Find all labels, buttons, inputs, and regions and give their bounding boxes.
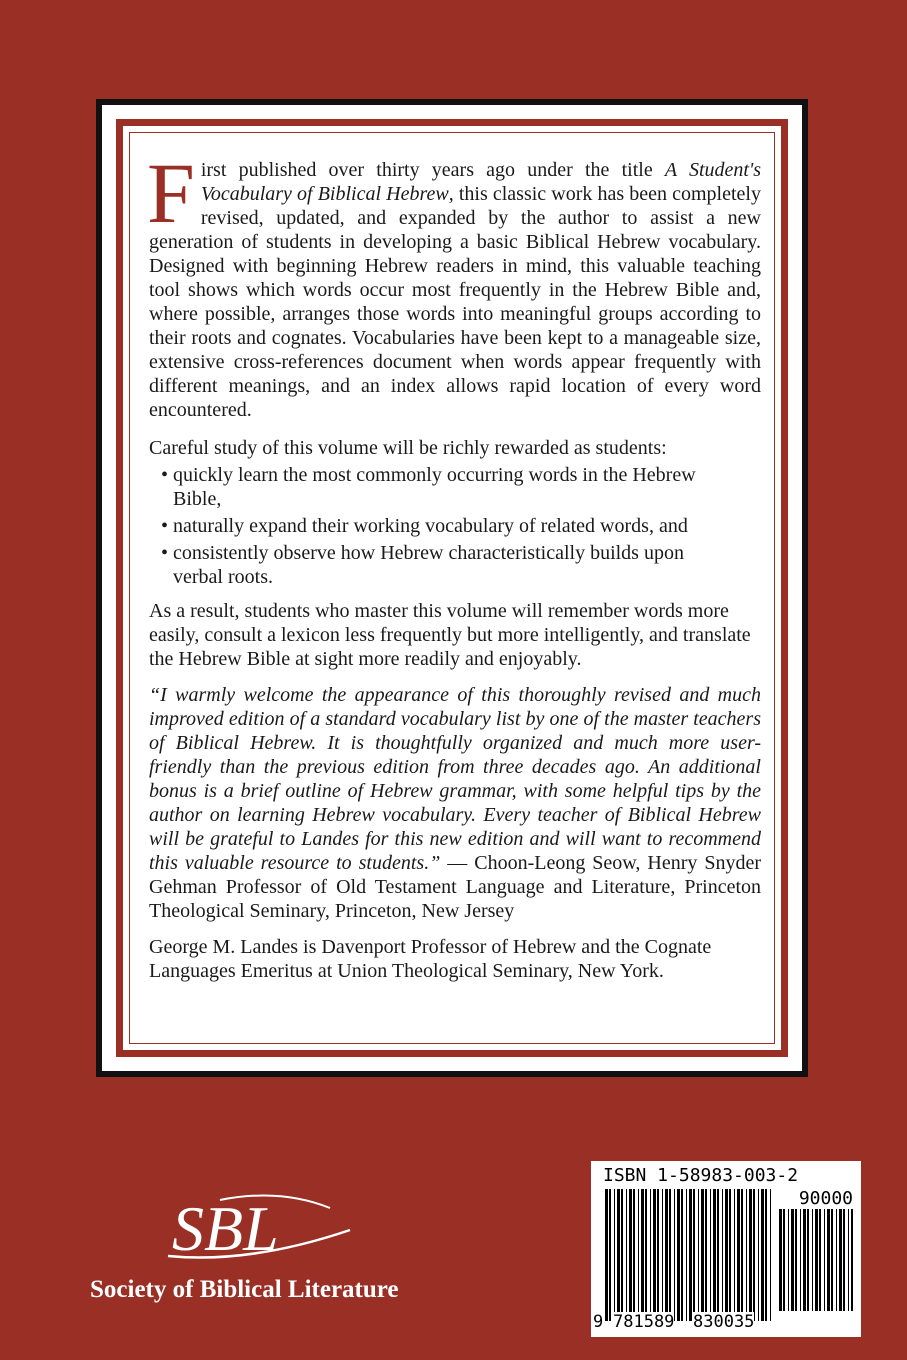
isbn-barcode (591, 1161, 861, 1337)
isbn-label: ISBN 1-58983-003-2 (603, 1165, 799, 1186)
intro-paragraph (147, 145, 762, 422)
bullet-icon: • (161, 542, 169, 564)
endorsement-quote (149, 683, 761, 923)
original-title: A Student's Vocabulary of Biblical Hebrew (200, 159, 762, 205)
list-item: • consistently observe how Hebrew characteristically builds upon verbal roots. (161, 542, 684, 588)
bullet-icon: • (161, 515, 169, 537)
sbl-logo-letters: SBL (172, 1193, 279, 1264)
intro-text-a: irst published over thirty years ago under the title (200, 159, 665, 181)
barcode-first-digit: 9 (593, 1312, 604, 1332)
barcode-right-digits: 830035 (693, 1312, 755, 1332)
list-item: • quickly learn the most commonly occurring words in the Hebrew Bible, (161, 464, 696, 510)
barcode-left-digits: 781589 (613, 1312, 675, 1332)
blurb-text (147, 145, 762, 983)
list-item: • naturally expand their working vocabulary of related words, and (161, 515, 688, 537)
author-bio: George M. Landes is Davenport Professor of Hebrew and the Cognate Languages Emeritus at Union Theological Seminary, New York. (149, 936, 712, 982)
bullet-icon: • (161, 464, 169, 486)
barcode-bars-icon (591, 1161, 861, 1337)
study-lead: Careful study of this volume will be richly rewarded as students: (149, 437, 667, 459)
result-paragraph: As a result, students who master this volume will remember words more easily, consult a lexicon less frequently but more intelligently, and translate the Hebrew Bible at sight more readily and enjoyably. (149, 600, 751, 670)
benefits-list (149, 463, 761, 589)
quote-text: “I warmly welcome the appearance of this thoroughly revised and much improved edition of a standard vocabulary list by one of the master teachers of Biblical Hebrew. It is thoughtfully organized and much more user-friendly than the previous edition from three decades ago. An additional bonus is a brief outline of Hebrew grammar, with some helpful tips by the author on learning Hebrew vocabulary. Every teacher of Biblical Hebrew will be grateful to Landes for this new edition and will want to recommend this valuable resource to students.” (149, 684, 761, 874)
quote-attribution: — Choon-Leong Seow, Henry Snyder Gehman Professor of Old Testament Language and Literature, Princeton Theological Seminary, Princeton, New Jersey (149, 852, 761, 922)
intro-text-b: , this classic work has been completely revised, updated, and expanded by the author to assist a new generation of students in developing a basic Biblical Hebrew vocabulary. Designed with beginning Hebrew readers in mind, this valuable teaching tool shows which words occur most frequently in the Hebrew Bible and, where possible, arranges those words into meaningful groups according to their roots and cognates. Vocabularies have been kept to a manageable size, extensive cross-references document when words appear frequently with different meanings, and an index allows rapid location of every word encountered. (149, 183, 761, 421)
drop-cap: F (147, 145, 195, 241)
price-code: 90000 (798, 1188, 853, 1209)
publisher-name: Society of Biblical Literature (90, 1276, 399, 1303)
sbl-logo-icon (160, 1190, 360, 1270)
